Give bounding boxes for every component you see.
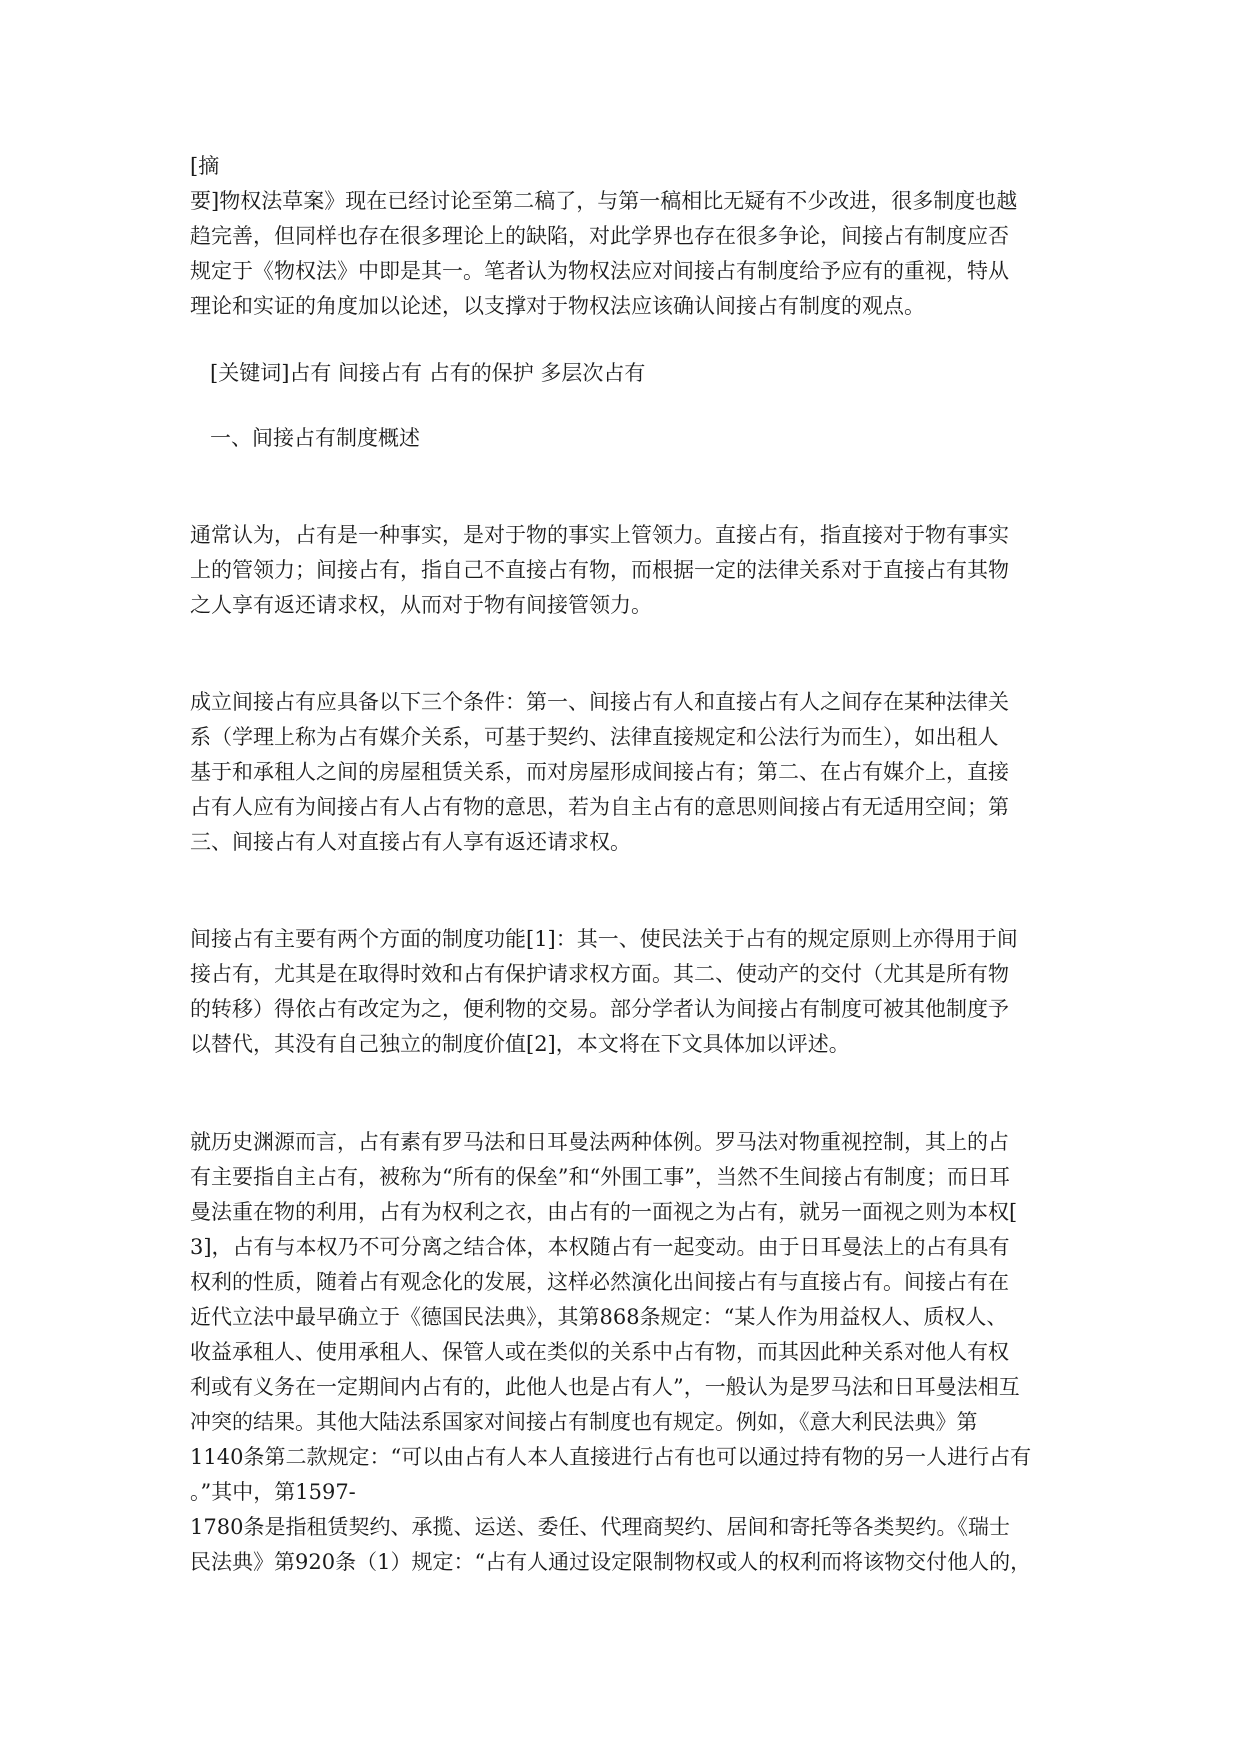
abstract-line: 要]物权法草案》现在已经讨论至第二稿了，与第一稿相比无疑有不少改进，很多制度也越: [190, 189, 1018, 213]
paragraph-line: 的转移）得依占有改定为之，便利物的交易。部分学者认为间接占有制度可被其他制度予: [190, 997, 1009, 1021]
paragraph-line: 。”其中，第1597-: [190, 1480, 356, 1504]
paragraph-line: 成立间接占有应具备以下三个条件：第一、间接占有人和直接占有人之间存在某种法律关: [190, 690, 1009, 714]
paragraph-line: 系（学理上称为占有媒介关系，可基于契约、法律直接规定和公法行为而生），如出租人: [190, 725, 999, 749]
paragraph-line: 基于和承租人之间的房屋租赁关系，而对房屋形成间接占有；第二、在占有媒介上，直接: [190, 760, 1009, 784]
paragraph-line: 民法典》第920条（1）规定：“占有人通过设定限制物权或人的权利而将该物交付他人的，: [190, 1550, 1032, 1574]
paragraph-line: 接占有，尤其是在取得时效和占有保护请求权方面。其二、使动产的交付（尤其是所有物: [190, 962, 1009, 986]
paragraph-line: 3]，占有与本权乃不可分离之结合体，本权随占有一起变动。由于日耳曼法上的占有具有: [190, 1235, 1010, 1259]
abstract-line: [摘: [190, 154, 220, 178]
paragraph-line: 有主要指自主占有，被称为“所有的保垒”和“外围工事”，当然不生间接占有制度；而日耳: [190, 1165, 1010, 1189]
paragraph-line: 1140条第二款规定：“可以由占有人本人直接进行占有也可以通过持有物的另一人进行占有: [190, 1445, 1032, 1469]
paragraph-line: 三、间接占有人对直接占有人享有返还请求权。: [190, 830, 631, 854]
paragraph-line: 间接占有主要有两个方面的制度功能[1]：其一、使民法关于占有的规定原则上亦得用于间: [190, 927, 1018, 951]
keywords-line: [关键词]占有 间接占有 占有的保护 多层次占有: [210, 361, 646, 385]
paragraph-line: 通常认为，占有是一种事实，是对于物的事实上管领力。直接占有，指直接对于物有事实: [190, 523, 1009, 547]
paragraph-line: 1780条是指租赁契约、承揽、运送、委任、代理商契约、居间和寄托等各类契约。《瑞士: [190, 1515, 1010, 1539]
abstract-line: 理论和实证的角度加以论述，以支撑对于物权法应该确认间接占有制度的观点。: [190, 294, 925, 318]
paragraph-line: 之人享有返还请求权，从而对于物有间接管领力。: [190, 593, 652, 617]
paragraph-line: 曼法重在物的利用，占有为权利之衣，由占有的一面视之为占有，就另一面视之则为本权[: [190, 1200, 1018, 1224]
paragraph-line: 以替代，其没有自己独立的制度价值[2]，本文将在下文具体加以评述。: [190, 1032, 850, 1056]
paragraph-line: 收益承租人、使用承租人、保管人或在类似的关系中占有物，而其因此种关系对他人有权: [190, 1340, 1009, 1364]
abstract-line: 规定于《物权法》中即是其一。笔者认为物权法应对间接占有制度给予应有的重视，特从: [190, 259, 1009, 283]
abstract-line: 趋完善，但同样也存在很多理论上的缺陷，对此学界也存在很多争论，间接占有制度应否: [190, 224, 1009, 248]
paragraph-line: 利或有义务在一定期间内占有的，此他人也是占有人”，一般认为是罗马法和日耳曼法相互: [190, 1375, 1020, 1399]
paragraph-line: 就历史渊源而言，占有素有罗马法和日耳曼法两种体例。罗马法对物重视控制，其上的占: [190, 1130, 1009, 1154]
section-heading: 一、间接占有制度概述: [210, 426, 420, 450]
paragraph-line: 上的管领力；间接占有，指自己不直接占有物，而根据一定的法律关系对于直接占有其物: [190, 558, 1009, 582]
paragraph-line: 近代立法中最早确立于《德国民法典》，其第868条规定：“某人作为用益权人、质权人、: [190, 1305, 1008, 1329]
paragraph-line: 占有人应有为间接占有人占有物的意思，若为自主占有的意思则间接占有无适用空间；第: [190, 795, 1009, 819]
paragraph-line: 冲突的结果。其他大陆法系国家对间接占有制度也有规定。例如，《意大利民法典》第: [190, 1410, 978, 1434]
paragraph-line: 权利的性质，随着占有观念化的发展，这样必然演化出间接占有与直接占有。间接占有在: [190, 1270, 1009, 1294]
